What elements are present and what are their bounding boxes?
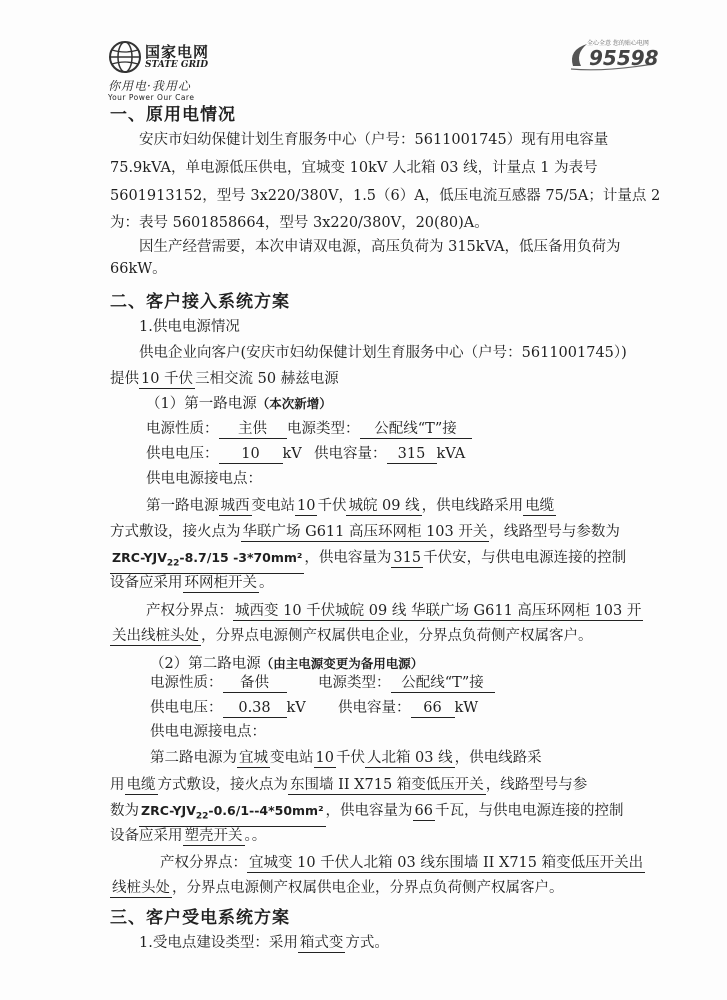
label: 供电容量： xyxy=(314,446,387,462)
route2-line3 xyxy=(110,801,624,827)
label: 供电容量： xyxy=(338,700,411,716)
route2-volt-row xyxy=(150,698,306,718)
route2-heading xyxy=(150,654,423,674)
text: 方式敷设，接火点为 xyxy=(110,524,241,540)
cable-params: -8.7/15 -3*70mm² xyxy=(179,550,303,565)
route1-line4 xyxy=(110,573,274,593)
route2-boundary-line1 xyxy=(160,853,645,873)
slogan-cn: 你用电·我用心 xyxy=(108,79,191,93)
control-device: 塑壳开关 xyxy=(184,828,243,844)
unit: kVA xyxy=(436,446,466,462)
text: 。 xyxy=(259,575,274,591)
para-line xyxy=(110,369,339,389)
para-line: 因生产经营需要，本次申请双电源，高压负荷为 315kVA，低压备用负荷为 xyxy=(139,239,621,255)
connection-point: 东围墙 II X715 箱变低压开关 xyxy=(290,777,484,793)
voltage: 10 xyxy=(315,750,334,766)
voltage: 10 xyxy=(297,498,316,514)
type-value: 公配线“T”接 xyxy=(360,421,472,439)
text: 千伏安，与供电电源连接的控制 xyxy=(423,550,627,566)
label: 电源性质： xyxy=(150,675,223,691)
type-value: 公配线“T”接 xyxy=(391,675,495,693)
section-title-2: 二、客户接入系统方案 xyxy=(110,292,290,312)
text: 变电站 xyxy=(251,498,295,514)
cable-model: ZRC-YJV xyxy=(112,550,167,565)
route2-line4 xyxy=(110,826,266,846)
slogan-en: Your Power Our Care xyxy=(108,93,195,102)
text: 千瓦，与供电电源连接的控制 xyxy=(435,803,624,819)
voltage-value: 0.38 xyxy=(223,700,287,718)
para-line: 为：表号 5601858664，型号 3x220/380V，20(80)A。 xyxy=(110,215,489,231)
connection-point: 华联广场 G611 高压环网柜 103 开关 xyxy=(242,524,488,540)
text: 千伏 xyxy=(317,498,347,514)
para-line: 75.9kVA，单电源低压供电，宜城变 10kV 人北箱 03 线，计量点 1 为表号 xyxy=(110,160,598,176)
capacity: 315 xyxy=(393,550,422,566)
feeder: 人北箱 03 线 xyxy=(366,750,453,766)
route1-note: （本次新增） xyxy=(256,396,332,411)
unit: kW xyxy=(454,700,479,716)
text: 方式。 xyxy=(345,935,389,951)
label: 电源类型： xyxy=(318,675,391,691)
route2-line2 xyxy=(110,775,587,795)
subheading: 1.供电电源情况 xyxy=(139,319,240,335)
logo-cn: 国家电网 xyxy=(145,43,210,61)
text: 。。 xyxy=(244,828,267,844)
route1-heading xyxy=(146,394,332,414)
label: 产权分界点： xyxy=(146,603,233,619)
voltage-underlined: 10 千伏 xyxy=(141,371,194,387)
state-grid-logo xyxy=(108,40,142,78)
state-grid-globe-icon xyxy=(108,40,142,74)
logo-en: STATE GRID xyxy=(145,60,209,70)
text: 设备应采用 xyxy=(110,828,183,844)
text: ，线路型号与参 xyxy=(485,777,588,793)
cable-subscript: 22 xyxy=(166,558,180,569)
unit: kV xyxy=(286,700,306,716)
route1-line1 xyxy=(146,496,556,516)
section-title-3: 三、客户受电系统方案 xyxy=(110,908,290,928)
unit: kV xyxy=(282,446,302,462)
capacity: 66 xyxy=(414,803,433,819)
text: （1）第一路电源 xyxy=(146,396,257,412)
line-type: 电缆 xyxy=(126,777,156,793)
para-line: 安庆市妇幼保健计划生育服务中心（户号：5611001745）现有用电容量 xyxy=(139,132,609,148)
route1-line3 xyxy=(110,548,626,574)
route1-boundary-line1 xyxy=(146,601,643,621)
boundary-point-cont: 线桩头处 xyxy=(112,880,170,896)
control-device: 环网柜开关 xyxy=(184,575,257,591)
route2-nature-row xyxy=(150,673,287,693)
route1-cap-row xyxy=(314,444,465,464)
text: 第二路电源为 xyxy=(150,750,237,766)
route1-line2 xyxy=(110,522,620,542)
cable-model: ZRC-YJV xyxy=(141,803,196,818)
para-line: 5601913152，型号 3x220/380V，1.5（6）A，低压电流互感器 75/5A；计量点 2 xyxy=(110,188,661,204)
text: ，分界点电源侧产权属供电企业，分界点负荷侧产权属客户。 xyxy=(172,880,564,896)
route1-nature-row xyxy=(146,419,287,439)
route1-type-row xyxy=(287,419,472,439)
para-line: 66kW。 xyxy=(110,261,167,277)
text: 方式敷设，接火点为 xyxy=(157,777,288,793)
boundary-point: 城西变 10 千伏城皖 09 线 华联广场 G611 高压环网柜 103 开 xyxy=(235,603,642,619)
hotline-number: 95598 xyxy=(589,46,659,70)
line-type: 电缆 xyxy=(525,498,555,514)
route2-line1 xyxy=(150,748,542,768)
nature-value: 备供 xyxy=(223,675,287,693)
boundary-point-cont: 关出线桩头处 xyxy=(112,628,199,644)
route1-boundary-line2 xyxy=(110,626,593,646)
route1-conn-label: 供电电源接电点： xyxy=(146,471,262,487)
route2-cap-row xyxy=(338,698,478,718)
substation: 宜城 xyxy=(239,750,268,766)
text: ，供电容量为 xyxy=(325,803,413,819)
text: 设备应采用 xyxy=(110,575,183,591)
voltage-value: 10 xyxy=(219,446,283,464)
text: 千伏 xyxy=(335,750,365,766)
hotline-tagline: 全心全意 您的贴心电网 xyxy=(587,40,649,47)
route2-note: （由主电源变更为备用电源） xyxy=(260,656,424,671)
route2-conn-label: 供电电源接电点： xyxy=(150,724,266,740)
feeder: 城皖 09 线 xyxy=(348,498,420,514)
hotline-logo xyxy=(565,36,660,72)
text: 提供 xyxy=(110,371,139,387)
text: ，线路型号与参数为 xyxy=(489,524,620,540)
text: ，供电线路采 xyxy=(454,750,542,766)
para-line: 供电企业向客户(安庆市妇幼保健计划生育服务中心（户号：5611001745）) xyxy=(139,345,627,361)
label: 供电电压： xyxy=(146,446,219,462)
text: （2）第二路电源 xyxy=(150,656,261,672)
text: ，供电容量为 xyxy=(304,550,392,566)
route2-type-row xyxy=(318,673,495,693)
label: 电源性质： xyxy=(146,421,219,437)
capacity-value: 66 xyxy=(411,700,455,718)
route2-boundary-line2 xyxy=(110,878,564,898)
nature-value: 主供 xyxy=(219,421,287,439)
text: 数为 xyxy=(110,803,139,819)
cable-spec xyxy=(110,549,304,574)
boundary-point: 宜城变 10 千伏人北箱 03 线东围墙 II X715 箱变低压开关出 xyxy=(249,855,644,871)
cable-subscript: 22 xyxy=(195,811,209,822)
text: ，供电线路采用 xyxy=(421,498,524,514)
cable-params: -0.6/1--4*50mm² xyxy=(208,803,324,818)
text: 三相交流 50 赫兹电源 xyxy=(195,371,339,387)
label: 电源类型： xyxy=(287,421,360,437)
section-title-1: 一、原用电情况 xyxy=(110,105,236,125)
route1-volt-row xyxy=(146,444,302,464)
text: 第一路电源 xyxy=(146,498,219,514)
build-type: 箱式变 xyxy=(299,935,344,951)
text: 用 xyxy=(110,777,125,793)
text: ，分界点电源侧产权属供电企业，分界点负荷侧产权属客户。 xyxy=(201,628,593,644)
s3-line1 xyxy=(139,933,389,953)
text: 1.受电点建设类型：采用 xyxy=(139,935,298,951)
label: 产权分界点： xyxy=(160,855,247,871)
capacity-value: 315 xyxy=(387,446,437,464)
label: 供电电压： xyxy=(150,700,223,716)
cable-spec xyxy=(139,802,326,827)
substation: 城西 xyxy=(220,498,250,514)
text: 变电站 xyxy=(270,750,314,766)
